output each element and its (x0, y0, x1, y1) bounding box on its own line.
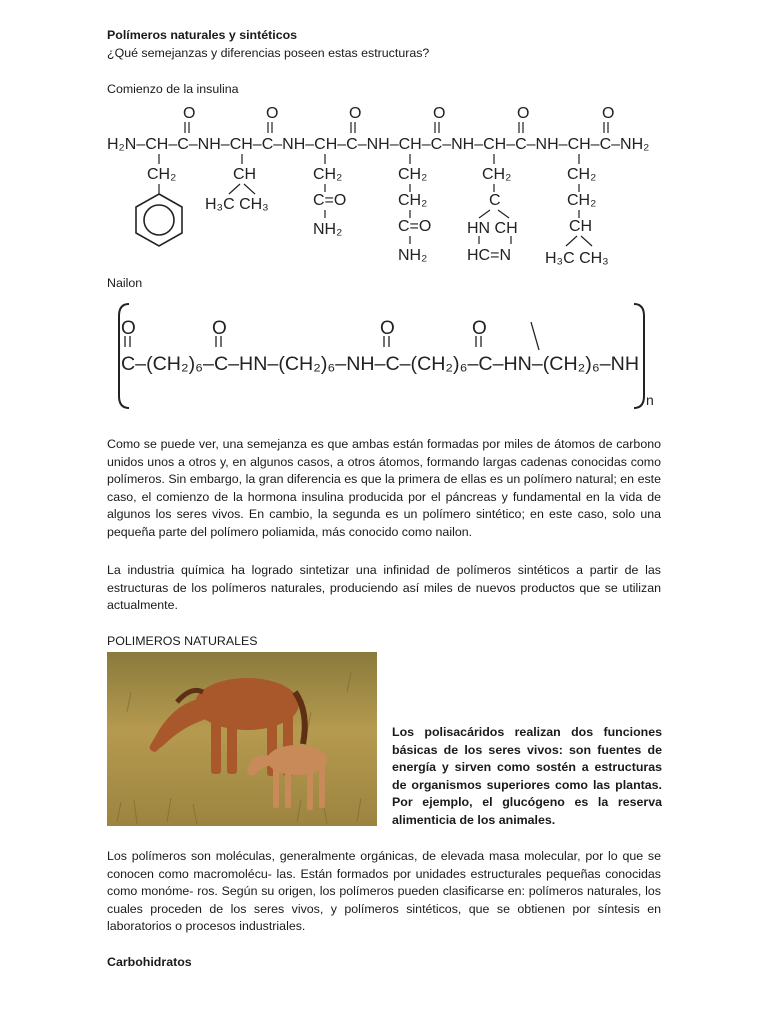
side-chain-text: H₃C CH₃ (545, 250, 609, 267)
horses-photo (107, 652, 377, 826)
side-chain-text: H₃C CH₃ (205, 196, 269, 213)
carbonyl-o: O (517, 105, 530, 122)
paragraph-1: Como se puede ver, una semejanza es que ambas están formadas por miles de átomos de carbono unidos unos a otros y, en algunos casos, a otros átomos, formando largas cadenas conocidas como polímeros. Sin embargo, la gran diferencia es que la primera de ellas es un polímero natural; en este caso, el comienzo de la hormona insulina producida por el páncreas y fundamental en la vida de algunos los seres vivos. En cambio, la segunda es un polímero sintético; en este caso, solo una pequeña parte del polímero poliamida, más conocido como nailon. (107, 437, 661, 539)
carbonyl-o: O (349, 105, 362, 122)
paragraph-2: La industria química ha logrado sintetizar una infinidad de polímeros sintéticos a partir de las estructuras de los polímeros naturales, produciendo así miles de nuevos productos que se utilizan actualmente. (107, 563, 661, 613)
carbonyl-o: O (433, 105, 446, 122)
side-chain-text: NH₂ (313, 221, 343, 238)
nylon-label: Nailon (107, 276, 143, 290)
side-chain-text: HC=N (467, 247, 512, 264)
side-chain-text: HN CH (467, 220, 518, 237)
section-heading: POLIMEROS NATURALES (107, 634, 258, 648)
side-chain-text: CH₂ (567, 192, 597, 209)
nylon-formula: C–(CH₂)₆–C–HN–(CH₂)₆–NH–C–(CH₂)₆–C–HN–(CH₂)₆–NH (121, 354, 639, 375)
carbonyl-o: O (602, 105, 615, 122)
side-chain-text: NH₂ (398, 247, 428, 264)
side-chain-text: CH₂ (398, 166, 428, 183)
side-chain-text: CH₂ (567, 166, 597, 183)
carbonyl-o: O (183, 105, 196, 122)
insulin-label: Comienzo de la insulina (107, 82, 239, 96)
side-chain-text: C=O (313, 192, 347, 209)
insulin-main-chain: H₂N–CH–C–NH–CH–C–NH–CH–C–NH–CH–C–NH–CH–C–NH–CH–C–NH₂ (107, 136, 650, 153)
paragraph-3: Los polímeros son moléculas, generalmente orgánicas, de elevada masa molecular, por lo que se conocen como macromolécu- las. Están formados por unidades estructurales pequeñas conocidas como monóme- ros. Según su origen, los polímeros pueden clasificarse en: polímeros naturales, los cuales proceden de los seres vivos, y polímeros sintéticos, que se obtienen por síntesis en laboratorios o procesos industriales. (107, 849, 661, 934)
side-chain-text: CH₂ (313, 166, 343, 183)
nylon-carbonyl-o: O (472, 318, 487, 339)
side-chain-text: CH₂ (147, 166, 177, 183)
side-chain-text: CH (569, 218, 593, 235)
nylon-structure-diagram (107, 296, 663, 416)
insulin-structure-diagram (107, 100, 663, 272)
nylon-carbonyl-o: O (121, 318, 136, 339)
side-chain-text: CH₂ (398, 192, 428, 209)
document-title: Polímeros naturales y sintéticos (107, 28, 298, 42)
side-chain-text: C=O (398, 218, 432, 235)
side-chain-text: C (489, 192, 501, 209)
nylon-subscript-n: n (646, 392, 654, 408)
nylon-carbonyl-o: O (212, 318, 227, 339)
side-chain-text: CH₂ (482, 166, 512, 183)
side-chain-text: CH (233, 166, 257, 183)
document-question: ¿Qué semejanzas y diferencias poseen estas estructuras? (107, 46, 430, 60)
nylon-carbonyl-o: O (380, 318, 395, 339)
subheading-carbohidratos: Carbohidratos (107, 955, 192, 969)
carbonyl-o: O (266, 105, 279, 122)
polysaccharides-text: Los polisacáridos realizan dos funciones básicas de los seres vivos: son fuentes de energía y sirven como sostén a estructuras de organismos superiores como las plantas. Por ejemplo, el glucógeno es la reserva alimenticia de los animales. (392, 725, 662, 827)
